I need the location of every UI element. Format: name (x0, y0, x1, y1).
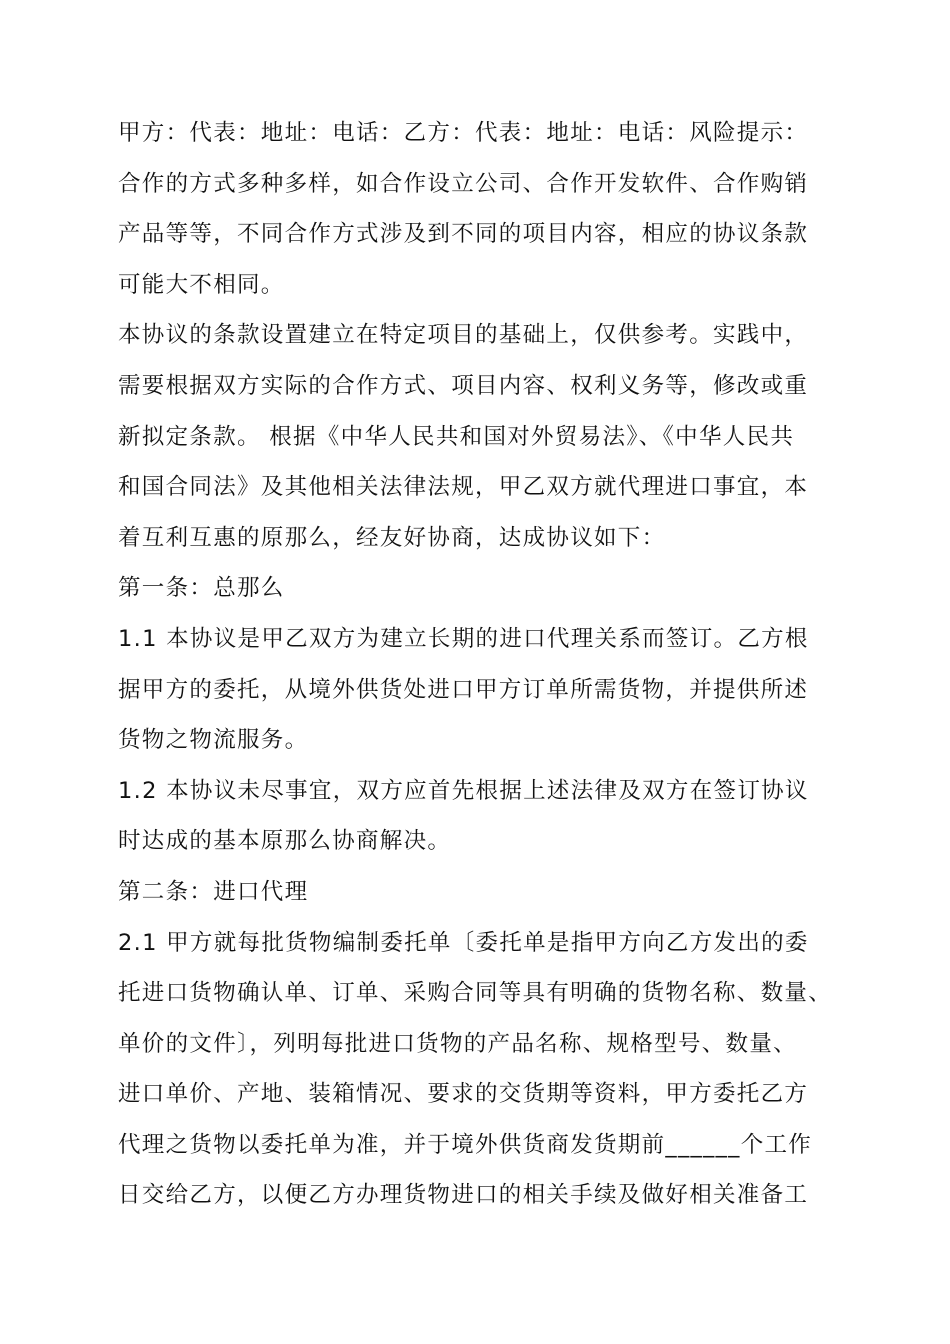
text-line: 和国合同法》及其他相关法律法规，甲乙双方就代理进口事宜，本 (118, 474, 809, 501)
text-line: 1.2 本协议未尽事宜，双方应首先根据上述法律及双方在签订协议 (118, 777, 809, 804)
section-heading: 第一条：总那么 (118, 575, 285, 602)
text-line: 着互利互惠的原那么，经友好协商，达成协议如下： (118, 524, 666, 551)
text-line: 产品等等，不同合作方式涉及到不同的项目内容，相应的协议条款 (118, 221, 809, 248)
text-line: 甲方：代表：地址：电话：乙方：代表：地址：电话：风险提示： (118, 120, 809, 146)
text-line: 单价的文件〕，列明每批进口货物的产品名称、规格型号、数量、 (118, 1030, 797, 1057)
text-line: 货物之物流服务。 (118, 727, 309, 754)
text-line: 需要根据双方实际的合作方式、项目内容、权利义务等，修改或重 (118, 372, 809, 399)
text-line: 本协议的条款设置建立在特定项目的基础上，仅供参考。实践中， (118, 322, 809, 349)
text-line: 时达成的基本原那么协商解决。 (118, 828, 452, 855)
text-line: 可能大不相同。 (118, 271, 285, 298)
text-line: 新拟定条款。 根据《中华人民共和国对外贸易法》、《中华人民共 (118, 423, 795, 450)
text-line: 1.1 本协议是甲乙双方为建立长期的进口代理关系而签订。乙方根 (118, 625, 809, 652)
text-line: 进口单价、产地、装箱情况、要求的交货期等资料，甲方委托乙方 (118, 1081, 809, 1108)
section-heading: 第二条：进口代理 (118, 878, 309, 905)
text-line: 代理之货物以委托单为准，并于境外供货商发货期前______个工作 (118, 1131, 813, 1158)
text-line: 合作的方式多种多样，如合作设立公司、合作开发软件、合作购销 (118, 170, 809, 197)
text-line: 据甲方的委托，从境外供货处进口甲方订单所需货物，并提供所述 (118, 676, 809, 703)
text-line: 日交给乙方，以便乙方办理货物进口的相关手续及做好相关准备工 (118, 1182, 809, 1209)
text-line: 托进口货物确认单、订单、采购合同等具有明确的货物名称、数量、 (118, 980, 833, 1007)
text-line: 2.1 甲方就每批货物编制委托单〔委托单是指甲方向乙方发出的委 (118, 929, 809, 956)
document-body (118, 108, 848, 1221)
